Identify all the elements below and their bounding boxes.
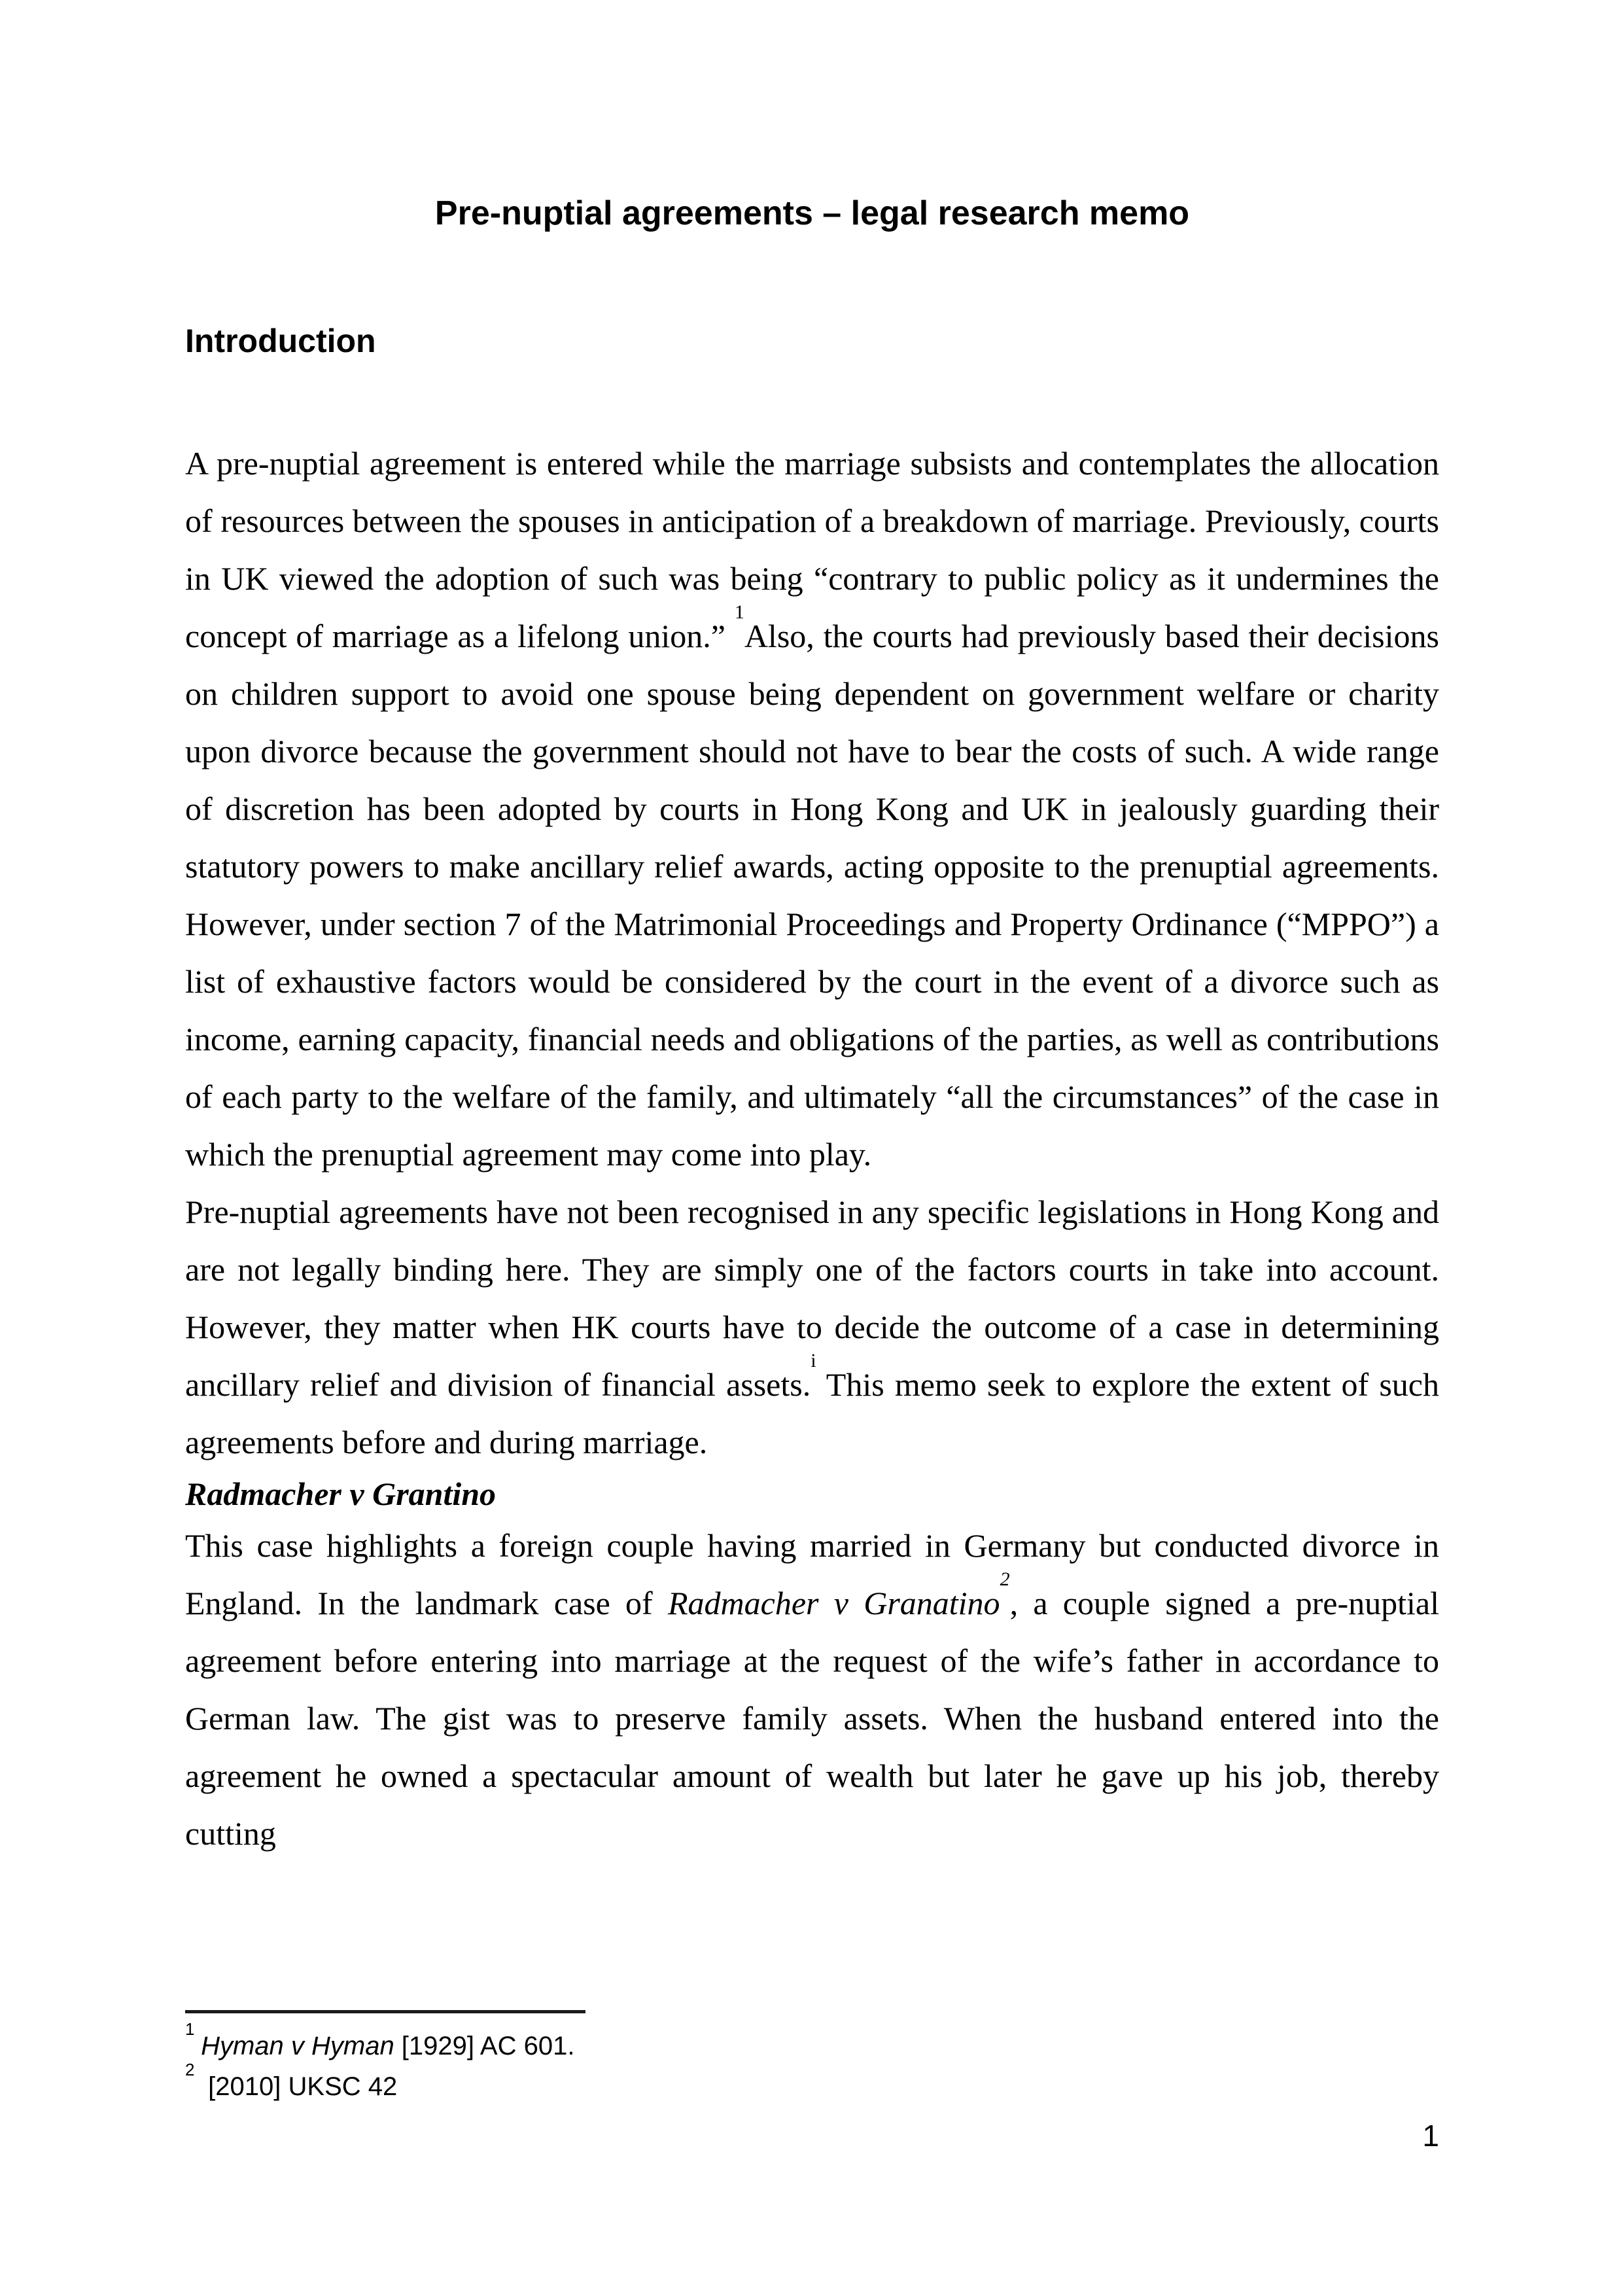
footnote-1 [185,2019,1439,2066]
footnote-2 [185,2059,1439,2107]
document-title: Pre-nuptial agreements – legal research memo [434,194,1190,232]
section-heading-radmacher-v-grantino: Radmacher v Grantino [185,1475,497,1512]
footnote-1-text: [1929] AC 601. [394,2032,575,2060]
paragraph-text: This case highlights a foreign couple having married in Germany but conducted divorce in England. In the landmark case of [185,1527,1439,1621]
paragraph-text: This memo seek to explore the extent of such agreements before and during marriage. [185,1366,1439,1460]
paragraph-introduction-1 [185,434,1439,1183]
case-citation-radmacher-v-granatino: Radmacher v Granatino [667,1585,1000,1621]
section-heading-introduction: Introduction [185,323,376,359]
paragraph-radmacher-1 [185,1517,1439,1862]
paragraph-text: , a couple signed a pre-nuptial agreement before entering into marriage at the request of the wife’s father in accordance to German law. The gist was to preserve family assets. When the husband entered into the agreement he owned a spectacular amount of wealth but later he gave up his job, thereby cutting [185,1585,1439,1852]
footnote-reference-1: 1 [734,601,744,624]
paragraph-introduction-2 [185,1183,1439,1471]
endnote-reference-i: i [811,1350,816,1372]
footnote-1-marker: 1 [185,2019,195,2039]
paragraph-text: A pre-nuptial agreement is entered while the marriage subsists and contemplates the allocation of resources between the spouses in anticipation of a breakdown of marriage. Previously, courts in UK viewed the adoption of such was being “contrary to public policy as it undermines the concept of marriage as a lifelong union.” [185,445,1439,654]
document-body [185,434,1439,1862]
footnote-2-marker: 2 [185,2059,195,2079]
footnote-separator [185,2010,585,2013]
footnote-1-case-name: Hyman v Hyman [201,2032,394,2060]
footnote-2-text: [2010] UKSC 42 [201,2072,398,2101]
paragraph-text: Pre-nuptial agreements have not been recognised in any specific legislations in Hong Kong and are not legally binding here. They are simply one of the factors courts in take into account. However, they matter when HK courts have to decide the outcome of a case in determining ancillary relief and division of financial assets. [185,1193,1439,1403]
footnotes-section [185,2019,1439,2107]
paragraph-text: Also, the courts had previously based their decisions on children support to avoid one spouse being dependent on government welfare or charity upon divorce because the government should not have to bear the costs of such. A wide range of discretion has been adopted by courts in Hong Kong and UK in jealously guarding their statutory powers to make ancillary relief awards, acting opposite to the prenuptial agreements. However, under section 7 of the Matrimonial Proceedings and Property Ordinance (“MPPO”) a list of exhaustive factors would be considered by the court in the event of a divorce such as income, earning capacity, financial needs and obligations of the parties, as well as contributions of each party to the welfare of the family, and ultimately “all the circumstances” of the case in which the prenuptial agreement may come into play. [185,618,1439,1173]
footnote-reference-2: 2 [1000,1568,1010,1591]
page-number: 1 [1422,2119,1439,2153]
